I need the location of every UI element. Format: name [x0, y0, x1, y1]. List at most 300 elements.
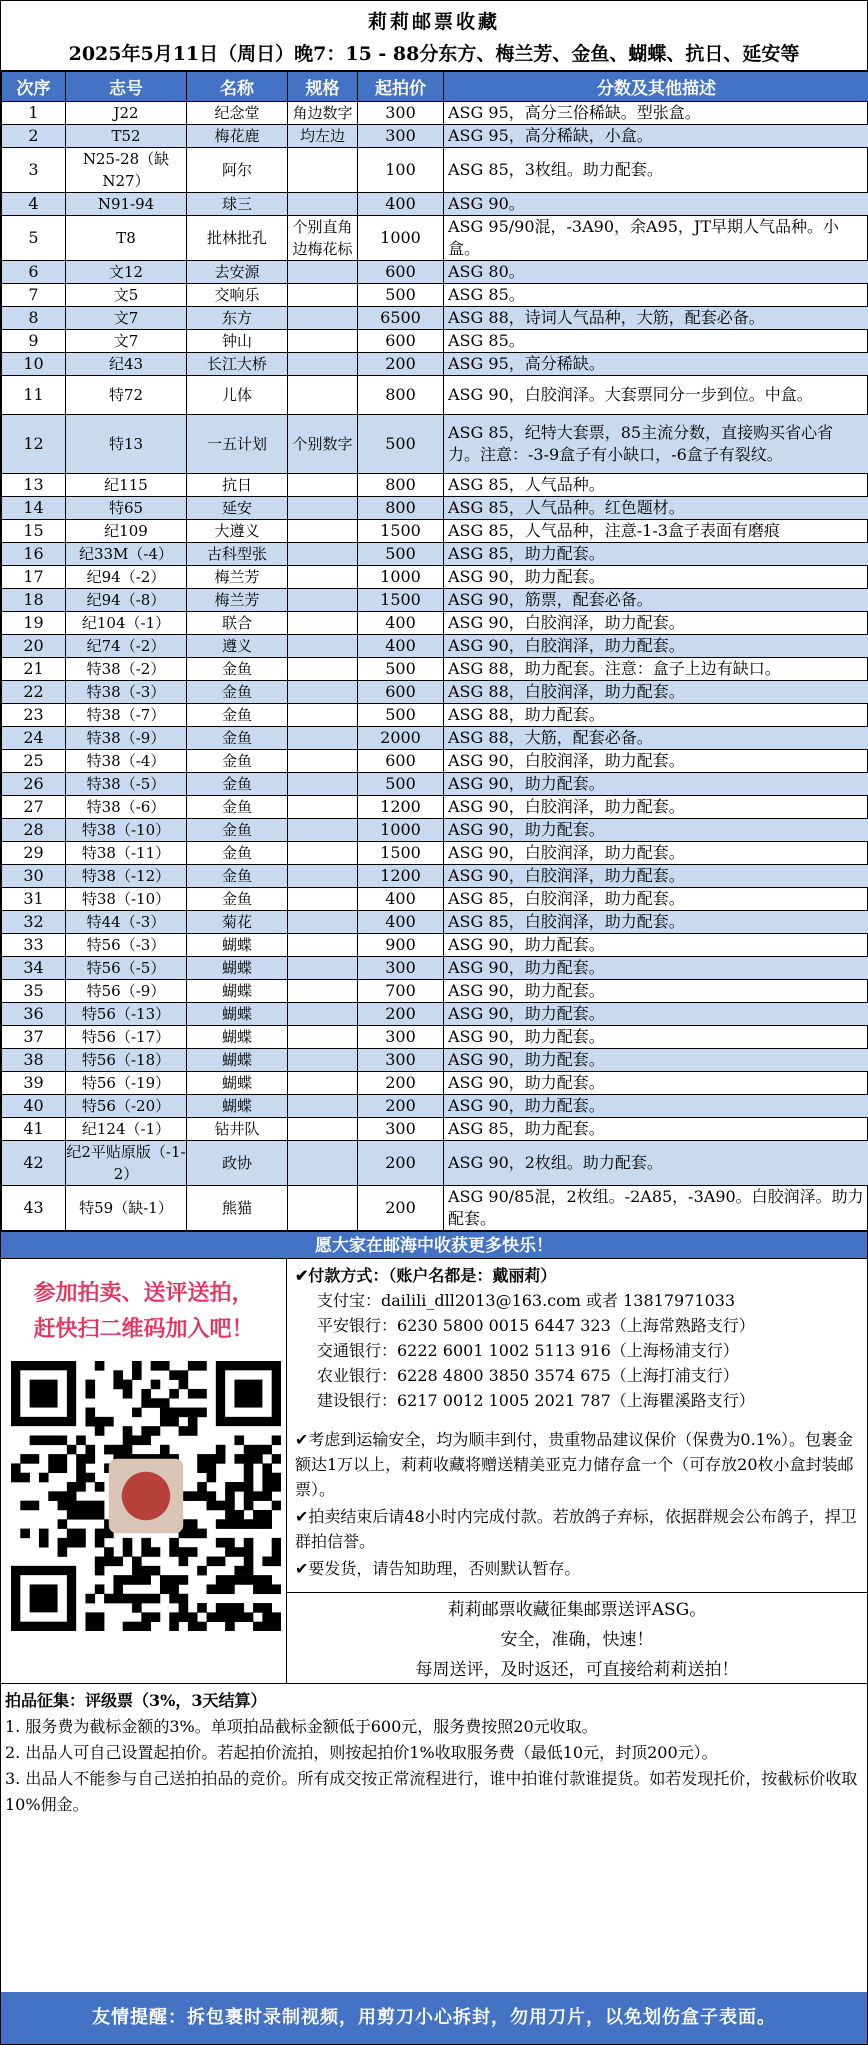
qr-module: [188, 1612, 198, 1622]
table-row: [2, 565, 868, 588]
qr-module: [76, 1482, 86, 1492]
start-price: 800: [358, 496, 444, 519]
qr-module: [216, 1501, 226, 1511]
qr-module: [197, 1389, 207, 1399]
qr-module: [76, 1435, 86, 1445]
qr-module: [272, 1501, 281, 1511]
qr-module: [225, 1584, 235, 1594]
stamp-code: 文5: [66, 284, 187, 307]
qr-module: [160, 1584, 170, 1594]
table-row: [2, 772, 868, 795]
qr-module: [225, 1612, 235, 1622]
qr-module: [48, 1491, 58, 1501]
stamp-spec: [288, 353, 358, 376]
table-row: [2, 1002, 868, 1025]
qr-module: [30, 1501, 40, 1511]
qr-module: [272, 1482, 281, 1492]
stamp-name: 梅花鹿: [187, 125, 288, 148]
qr-module: [141, 1594, 151, 1604]
stamp-spec: [288, 887, 358, 910]
qr-module: [141, 1538, 151, 1548]
stamp-spec: [288, 496, 358, 519]
start-price: 400: [358, 634, 444, 657]
stamp-name: 蝴蝶: [187, 1025, 288, 1048]
fee-rule: 1. 服务费为截标金额的3%。单项拍品截标金额低于600元，服务费按照20元收取。: [5, 1716, 598, 1736]
start-price: 200: [358, 353, 444, 376]
stamp-name: 金鱼: [187, 887, 288, 910]
qr-module: [85, 1510, 95, 1520]
stamp-spec: 角边数字: [288, 102, 358, 125]
stamp-name: 延安: [187, 496, 288, 519]
col-header-code: 志号: [66, 72, 187, 102]
stamp-code: 纪104（-1）: [66, 611, 187, 634]
qr-module: [197, 1603, 207, 1613]
qr-module: [197, 1566, 207, 1576]
qr-module: [272, 1538, 281, 1548]
stamp-code: J22: [66, 102, 187, 125]
qr-module: [272, 1612, 281, 1622]
qr-module: [160, 1445, 170, 1455]
start-price: 6500: [358, 307, 444, 330]
stamp-code: 特56（-3）: [66, 933, 187, 956]
qr-module: [225, 1575, 235, 1585]
col-header-desc: 分数及其他描述: [444, 72, 868, 102]
stamp-code: T8: [66, 216, 187, 261]
start-price: 1200: [358, 795, 444, 818]
table-row: [2, 102, 868, 125]
qr-module: [132, 1370, 142, 1380]
qr-module: [197, 1491, 207, 1501]
stamp-name: 纪念堂: [187, 102, 288, 125]
qr-module: [169, 1547, 179, 1557]
asg-line-3: 每周送评，及时返还，可直接给莉莉送拍！: [415, 1659, 739, 1680]
qr-module: [253, 1445, 263, 1455]
stamp-code: 特13: [66, 415, 187, 474]
stamp-spec: [288, 933, 358, 956]
stamp-spec: [288, 1117, 358, 1140]
stamp-description: ASG 85，3枚组。助力配套。: [444, 148, 868, 193]
stamp-description: ASG 85，助力配套。: [444, 542, 868, 565]
stamp-spec: [288, 726, 358, 749]
table-row: [2, 956, 868, 979]
stamp-code: 特56（-20）: [66, 1094, 187, 1117]
qr-module: [234, 1519, 244, 1529]
asg-line-1: 莉莉邮票收藏征集邮票送评ASG。: [447, 1599, 707, 1620]
row-number: 35: [2, 979, 66, 1002]
promo-line-2: 赶快扫二维码加入吧！: [33, 1315, 254, 1342]
qr-module: [95, 1538, 105, 1548]
qr-module: [58, 1519, 68, 1529]
start-price: 300: [358, 1025, 444, 1048]
qr-module: [244, 1463, 254, 1473]
qr-module: [85, 1594, 95, 1604]
qr-module: [179, 1594, 189, 1604]
stamp-description: ASG 90，白胶润泽，助力配套。: [444, 749, 868, 772]
qr-module: [123, 1622, 133, 1631]
table-row: [2, 1071, 868, 1094]
qr-module: [20, 1473, 30, 1483]
start-price: 600: [358, 330, 444, 353]
row-number: 33: [2, 933, 66, 956]
stamp-name: 政协: [187, 1140, 288, 1185]
table-row: [2, 818, 868, 841]
table-row: [2, 1117, 868, 1140]
stamp-description: ASG 95/90混，-3A90，余A95，JT早期人气品种。小盒。: [444, 216, 868, 261]
row-number: 19: [2, 611, 66, 634]
stamp-spec: [288, 376, 358, 415]
stamp-description: ASG 88，白胶润泽，助力配套。: [444, 680, 868, 703]
qr-module: [262, 1612, 272, 1622]
stamp-spec: [288, 818, 358, 841]
qr-module: [169, 1622, 179, 1631]
row-number: 6: [2, 261, 66, 284]
qr-module: [113, 1584, 123, 1594]
qr-module: [76, 1463, 86, 1473]
qr-module: [244, 1454, 254, 1464]
stamp-description: ASG 90。: [444, 193, 868, 216]
qr-module: [188, 1547, 198, 1557]
table-row: [2, 330, 868, 353]
start-price: 1500: [358, 588, 444, 611]
stamp-name: 东方: [187, 307, 288, 330]
qr-module: [197, 1622, 207, 1631]
qr-module: [30, 1435, 40, 1445]
qr-module: [169, 1389, 179, 1399]
row-number: 1: [2, 102, 66, 125]
stamp-code: 纪115: [66, 473, 187, 496]
qr-module: [216, 1603, 226, 1613]
start-price: 700: [358, 979, 444, 1002]
qr-module: [197, 1408, 207, 1418]
promo-line-1: 参加拍卖、送评送拍，: [33, 1279, 254, 1306]
stamp-code: N25-28（缺N27）: [66, 148, 187, 193]
qr-module: [253, 1510, 263, 1520]
qr-module: [234, 1575, 244, 1585]
qr-module: [48, 1454, 58, 1464]
table-row: [2, 284, 868, 307]
qr-module: [76, 1529, 86, 1539]
table-row: [2, 1048, 868, 1071]
stamp-description: ASG 90，筋票，配套必备。: [444, 588, 868, 611]
qr-module: [151, 1566, 161, 1576]
qr-module: [20, 1501, 30, 1511]
row-number: 34: [2, 956, 66, 979]
qr-module: [58, 1463, 68, 1473]
qr-module: [225, 1501, 235, 1511]
qr-module: [234, 1547, 244, 1557]
start-price: 300: [358, 102, 444, 125]
qr-module: [151, 1594, 161, 1604]
stamp-spec: [288, 749, 358, 772]
stamp-name: 儿体: [187, 376, 288, 415]
qr-module: [160, 1361, 170, 1371]
start-price: 200: [358, 1002, 444, 1025]
stamp-spec: [288, 519, 358, 542]
qr-module: [179, 1370, 189, 1380]
stamp-name: 蝴蝶: [187, 1048, 288, 1071]
qr-module: [11, 1463, 21, 1473]
table-header-row: [2, 72, 868, 102]
qr-module: [141, 1426, 151, 1436]
qr-module: [160, 1408, 170, 1418]
qr-module: [262, 1584, 272, 1594]
qr-module: [216, 1575, 226, 1585]
bank-line: 交通银行：6222 6001 1002 5113 916（上海杨浦支行）: [317, 1340, 739, 1360]
qr-module: [58, 1547, 68, 1557]
start-price: 600: [358, 749, 444, 772]
qr-module: [58, 1491, 68, 1501]
start-price: 500: [358, 284, 444, 307]
stamp-name: 金鱼: [187, 726, 288, 749]
qr-module: [225, 1491, 235, 1501]
qr-module: [169, 1417, 179, 1427]
stamp-spec: 均左边: [288, 125, 358, 148]
qr-module: [244, 1557, 254, 1567]
start-price: 1500: [358, 519, 444, 542]
stamp-spec: [288, 284, 358, 307]
table-row: [2, 979, 868, 1002]
qr-module: [197, 1463, 207, 1473]
table-row: [2, 496, 868, 519]
stamp-name: 熊猫: [187, 1185, 288, 1230]
qr-module: [244, 1482, 254, 1492]
qr-module: [85, 1612, 95, 1622]
qr-module: [179, 1612, 189, 1622]
start-price: 400: [358, 887, 444, 910]
qr-module: [141, 1612, 151, 1622]
reminder-banner: 友情提醒：拆包裹时录制视频，用剪刀小心拆封，勿用刀片，以免划伤盒子表面。: [1, 1992, 867, 2044]
row-number: 29: [2, 841, 66, 864]
qr-module: [253, 1622, 263, 1631]
bank-line: 平安银行：6230 5800 0015 6447 323（上海常熟路支行）: [317, 1315, 755, 1335]
qr-module: [188, 1361, 198, 1371]
qr-module: [141, 1575, 151, 1585]
stamp-code: 特72: [66, 376, 187, 415]
page-title: 莉莉邮票收藏: [367, 11, 500, 33]
stamp-spec: [288, 542, 358, 565]
qr-module: [253, 1491, 263, 1501]
qr-module: [234, 1612, 244, 1622]
fee-rules: [1, 1684, 867, 1876]
stamp-code: 特38（-4）: [66, 749, 187, 772]
stamp-name: 一五计划: [187, 415, 288, 474]
row-number: 9: [2, 330, 66, 353]
qr-module: [188, 1408, 198, 1418]
notice-payment-deadline: ✔拍卖结束后请48小时内完成付款。若放鸽子弃标，依据群规会公布鸽子，捍卫群拍信誉。: [295, 1506, 857, 1551]
stamp-code: 特38（-10）: [66, 887, 187, 910]
row-number: 20: [2, 634, 66, 657]
qr-module: [169, 1584, 179, 1594]
qr-module: [253, 1454, 263, 1464]
table-row: [2, 148, 868, 193]
start-price: 100: [358, 148, 444, 193]
stamp-name: 批林批孔: [187, 216, 288, 261]
stamp-description: ASG 90，白胶润泽，助力配套。: [444, 611, 868, 634]
qr-module: [244, 1491, 254, 1501]
qr-module: [244, 1445, 254, 1455]
qr-module: [188, 1491, 198, 1501]
qr-module: [48, 1435, 58, 1445]
qr-finder: [234, 1380, 262, 1408]
qr-module: [244, 1501, 254, 1511]
stamp-name: 金鱼: [187, 795, 288, 818]
stamp-spec: [288, 588, 358, 611]
qr-module: [262, 1603, 272, 1613]
stamp-description: ASG 90，助力配套。: [444, 956, 868, 979]
qr-module: [262, 1519, 272, 1529]
qr-module: [113, 1380, 123, 1390]
stamp-spec: [288, 772, 358, 795]
auction-table: [1, 71, 868, 1231]
qr-module: [188, 1426, 198, 1436]
stamp-name: 遵义: [187, 634, 288, 657]
table-row: [2, 795, 868, 818]
start-price: 300: [358, 1048, 444, 1071]
qr-module: [197, 1454, 207, 1464]
stamp-name: 蝴蝶: [187, 1071, 288, 1094]
payment-info: [287, 1259, 867, 1593]
stamp-description: ASG 90，白胶润泽，助力配套。: [444, 841, 868, 864]
start-price: 300: [358, 125, 444, 148]
qr-module: [197, 1529, 207, 1539]
stamp-name: 金鱼: [187, 818, 288, 841]
qr-module: [113, 1445, 123, 1455]
qr-module: [48, 1463, 58, 1473]
qr-module: [113, 1594, 123, 1604]
start-price: 400: [358, 611, 444, 634]
stamp-code: 纪109: [66, 519, 187, 542]
qr-module: [30, 1454, 40, 1464]
qr-module: [188, 1529, 198, 1539]
qr-module: [151, 1547, 161, 1557]
qr-module: [113, 1575, 123, 1585]
qr-module: [207, 1454, 217, 1464]
stamp-spec: [288, 148, 358, 193]
qr-module: [113, 1370, 123, 1380]
qr-module: [216, 1557, 226, 1567]
qr-module: [262, 1491, 272, 1501]
qr-code[interactable]: [11, 1361, 281, 1631]
stamp-spec: [288, 193, 358, 216]
stamp-code: 纪94（-2）: [66, 565, 187, 588]
qr-module: [113, 1557, 123, 1567]
qr-module: [123, 1380, 133, 1390]
stamp-spec: [288, 1002, 358, 1025]
stamp-spec: [288, 1185, 358, 1230]
stamp-code: 纪33M（-4）: [66, 542, 187, 565]
qr-module: [141, 1566, 151, 1576]
qr-module: [179, 1426, 189, 1436]
table-row: [2, 519, 868, 542]
stamp-spec: [288, 657, 358, 680]
row-number: 16: [2, 542, 66, 565]
stamp-spec: [288, 1094, 358, 1117]
row-number: 36: [2, 1002, 66, 1025]
qr-module: [141, 1398, 151, 1408]
qr-module: [132, 1566, 142, 1576]
qr-module: [20, 1529, 30, 1539]
table-row: [2, 307, 868, 330]
row-number: 27: [2, 795, 66, 818]
stamp-description: ASG 90，助力配套。: [444, 933, 868, 956]
qr-module: [141, 1435, 151, 1445]
stamp-name: 蝴蝶: [187, 979, 288, 1002]
stamp-code: 纪94（-8）: [66, 588, 187, 611]
stamp-description: ASG 85。: [444, 330, 868, 353]
stamp-description: ASG 80。: [444, 261, 868, 284]
stamp-code: 文12: [66, 261, 187, 284]
qr-module: [253, 1603, 263, 1613]
start-price: 200: [358, 1140, 444, 1185]
stamp-code: 特59（缺-1）: [66, 1185, 187, 1230]
qr-module: [225, 1519, 235, 1529]
stamp-spec: [288, 473, 358, 496]
stamp-spec: [288, 261, 358, 284]
qr-module: [225, 1538, 235, 1548]
qr-module: [179, 1408, 189, 1418]
start-price: 600: [358, 680, 444, 703]
qr-module: [179, 1380, 189, 1390]
qr-module: [95, 1510, 105, 1520]
row-number: 10: [2, 353, 66, 376]
qr-module: [58, 1501, 68, 1511]
row-number: 8: [2, 307, 66, 330]
start-price: 500: [358, 772, 444, 795]
qr-module: [216, 1584, 226, 1594]
table-row: [2, 749, 868, 772]
start-price: 1000: [358, 216, 444, 261]
start-price: 600: [358, 261, 444, 284]
stamp-code: 特56（-5）: [66, 956, 187, 979]
stamp-description: ASG 90，白胶润泽，助力配套。: [444, 864, 868, 887]
stamp-description: ASG 95，高分稀缺，小盒。: [444, 125, 868, 148]
qr-module: [58, 1454, 68, 1464]
stamp-name: 去安源: [187, 261, 288, 284]
col-header-spec: 规格: [288, 72, 358, 102]
qr-module: [216, 1445, 226, 1455]
stamp-spec: [288, 956, 358, 979]
fee-title: 拍品征集：评级票（3%，3天结算）: [5, 1690, 267, 1710]
table-row: [2, 864, 868, 887]
row-number: 39: [2, 1071, 66, 1094]
qr-module: [123, 1575, 133, 1585]
qr-module: [216, 1519, 226, 1529]
qr-module: [95, 1566, 105, 1576]
stamp-description: ASG 90，助力配套。: [444, 1071, 868, 1094]
qr-module: [262, 1473, 272, 1483]
stamp-name: 梅兰芳: [187, 588, 288, 611]
stamp-code: 特56（-19）: [66, 1071, 187, 1094]
row-number: 38: [2, 1048, 66, 1071]
stamp-description: ASG 90，助力配套。: [444, 772, 868, 795]
stamp-code: 特56（-17）: [66, 1025, 187, 1048]
start-price: 500: [358, 542, 444, 565]
header: [1, 1, 867, 71]
qr-module: [244, 1538, 254, 1548]
stamp-spec: [288, 1071, 358, 1094]
qr-module: [253, 1584, 263, 1594]
qr-module: [179, 1603, 189, 1613]
stamp-description: ASG 90，白胶润泽，助力配套。: [444, 634, 868, 657]
qr-module: [85, 1473, 95, 1483]
qr-module: [85, 1622, 95, 1631]
qr-module: [123, 1389, 133, 1399]
table-row: [2, 542, 868, 565]
qr-module: [216, 1454, 226, 1464]
start-price: 200: [358, 1094, 444, 1117]
stamp-code: 特38（-10）: [66, 818, 187, 841]
stamp-name: 阿尔: [187, 148, 288, 193]
